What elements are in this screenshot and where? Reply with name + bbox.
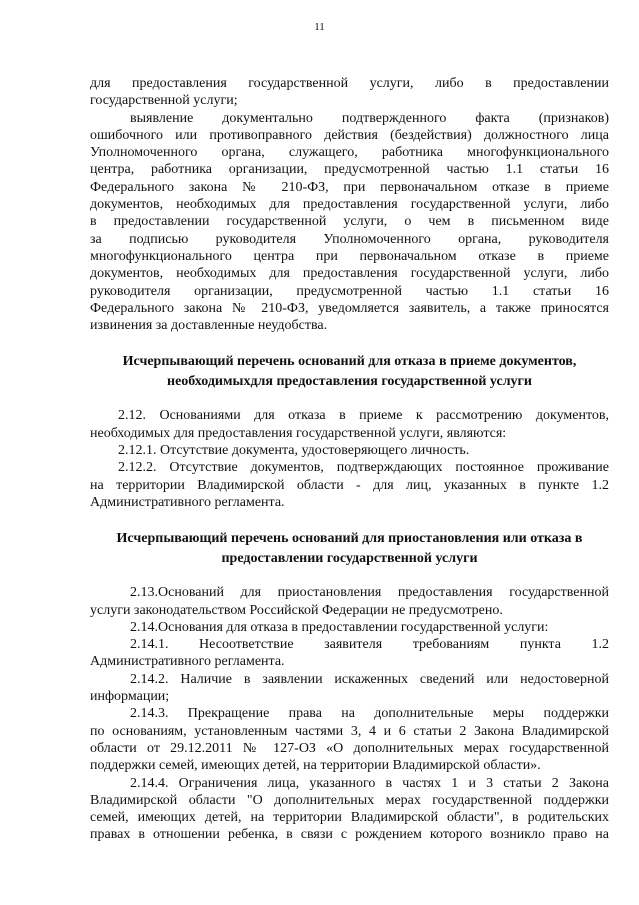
text-line: на территории Владимирской области - для лиц, указанных в пункте 1.2 <box>90 477 609 493</box>
text-line: 2.14.Основания для отказа в предоставлении государственной услуги: <box>130 619 549 635</box>
text-line: 2.14.1. Несоответствие заявителя требованиям пункта 1.2 <box>130 637 609 653</box>
text-line: услуги законодательством Российской Федерации не предусмотрено. <box>90 602 503 618</box>
text-line: 2.12. Основаниями для отказа в приеме к рассмотрению документов, <box>118 408 609 424</box>
text-line: документов, необходимых для предоставления государственной услуги, либо <box>90 197 609 213</box>
text-line: документов, необходимых для предоставления государственной услуги, либо <box>90 266 609 282</box>
text-line: за подписью руководителя Уполномоченного органа, руководителя <box>90 231 609 247</box>
heading-line: Исчерпывающий перечень оснований для приостановления или отказа в <box>116 531 583 547</box>
text-line: Административного регламента. <box>90 494 285 510</box>
text-line: необходимых для предоставления государственной услуги, являются: <box>90 425 507 441</box>
text-line: 2.13.Оснований для приостановления предоставления государственной <box>130 585 609 601</box>
page-number: 11 <box>314 21 325 33</box>
text-line: по основаниям, установленным частями 3, 4 и 6 статьи 2 Закона Владимирской <box>90 723 609 739</box>
text-line: 2.14.4. Ограничения лица, указанного в частях 1 и 3 статьи 2 Закона <box>130 775 609 791</box>
text-line: поддержки семей, имеющих детей, на территории Владимирской области». <box>90 758 541 774</box>
text-line: 2.12.2. Отсутствие документов, подтверждающих постоянное проживание <box>118 460 609 476</box>
text-line: руководителя организации, предусмотренной частью 1.1 статьи 16 <box>90 283 609 299</box>
text-line: выявление документально подтвержденного факта (признаков) <box>130 110 609 126</box>
text-line: 2.14.3. Прекращение права на дополнительные меры поддержки <box>130 706 609 722</box>
text-line: 2.12.1. Отсутствие документа, удостоверяющего личность. <box>118 443 470 459</box>
text-line: извинения за доставленные неудобства. <box>90 318 328 334</box>
text-line: Федерального закона № 210-ФЗ, уведомляется заявитель, а также приносятся <box>90 300 609 316</box>
section-heading <box>90 352 609 391</box>
text-line: 2.14.2. Наличие в заявлении искаженных сведений или недостоверной <box>130 671 609 687</box>
text-line: многофункционального центра при первоначальном отказе в приеме <box>90 248 609 264</box>
text-line: в предоставлении государственной услуги, о чем в письменном виде <box>90 214 609 230</box>
text-line: правах в отношении ребенка, в связи с рождением которого возникло право на <box>90 827 609 843</box>
text-line: семей, имеющих детей, на территории Владимирской области", в родительских <box>90 810 609 826</box>
heading-line: Исчерпывающий перечень оснований для отказа в приеме документов, <box>122 354 577 370</box>
text-line: для предоставления государственной услуги, либо в предоставлении <box>90 76 609 91</box>
text-line: Административного регламента. <box>90 654 285 670</box>
heading-line: предоставлении государственной услуги <box>221 550 478 566</box>
page-content <box>90 75 609 844</box>
text-line: информации; <box>90 689 170 705</box>
text-line: ошибочного или противоправного действия (бездействия) должностного лица <box>90 127 609 143</box>
text-line: центра, работника организации, предусмотренной частью 1.1 статьи 16 <box>90 162 609 178</box>
heading-line: необходимыхдля предоставления государственной услуги <box>167 373 532 389</box>
text-line: области от 29.12.2011 № 127-ОЗ «О дополнительных мерах государственной <box>90 740 609 756</box>
text-line: Уполномоченного органа, служащего, работника многофункционального <box>90 145 609 161</box>
section-heading <box>90 529 609 568</box>
text-line: государственной услуги; <box>90 93 238 109</box>
text-line: Федерального закона № 210-ФЗ, при первоначальном отказе в приеме <box>90 179 609 195</box>
text-line: Владимирской области "О дополнительных мерах государственной поддержки <box>90 792 609 808</box>
